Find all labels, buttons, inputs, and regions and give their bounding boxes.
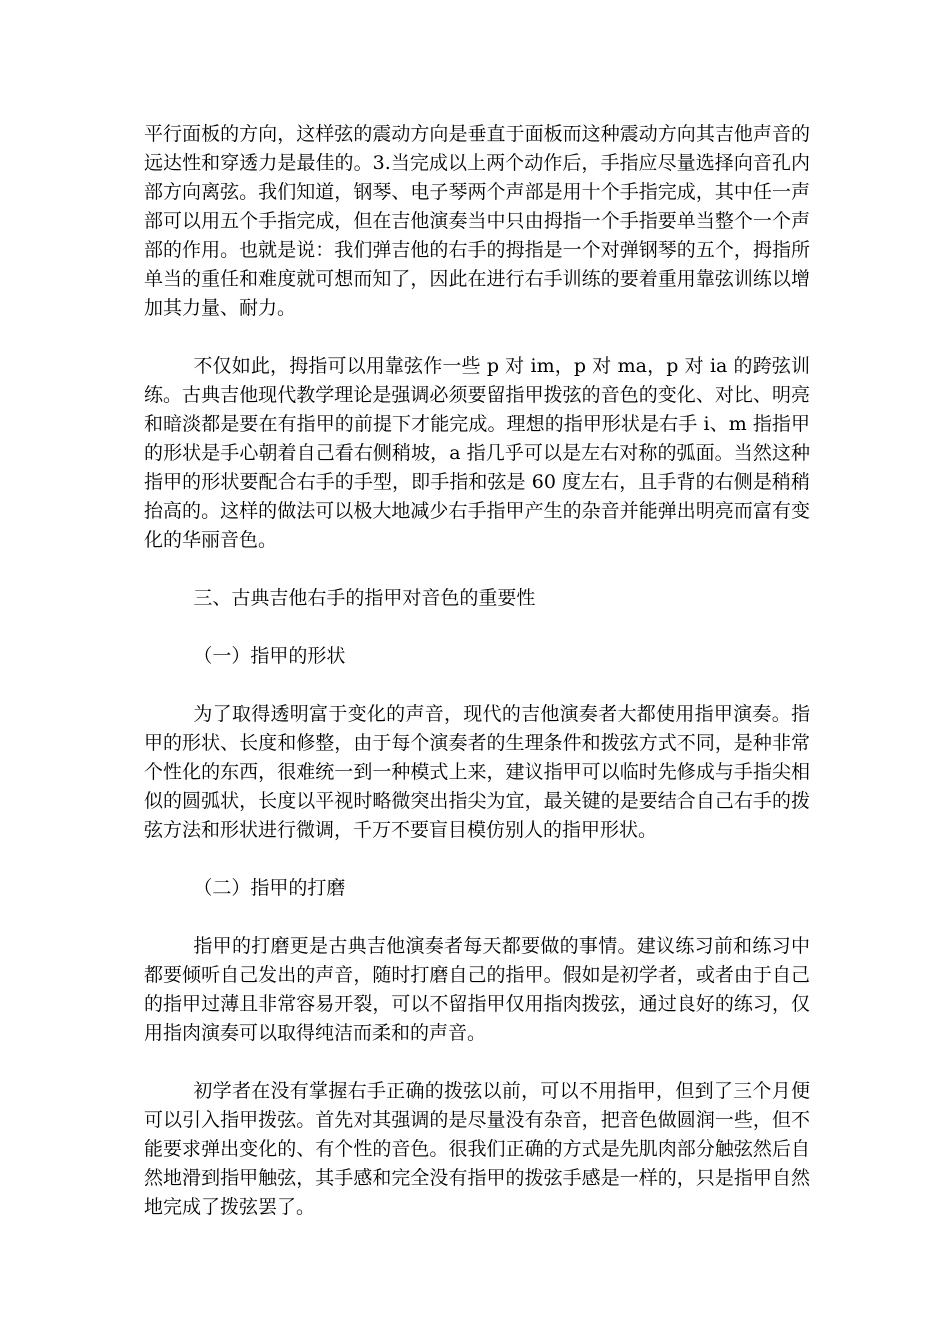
paragraph-beginner-advice: 初学者在没有掌握右手正确的拨弦以前，可以不用指甲，但到了三个月便可以引入指甲拨弦。首先对其强调的是尽量没有杂音，把音色做圆润一些，但不能要求弹出变化的、有个性的音色。很我们正确的方式是先肌肉部分触弦然后自然地滑到指甲触弦，其手感和完全没有指甲的拨弦手感是一样的，只是指甲自然地完成了拨弦罢了。 xyxy=(144,1080,810,1218)
paragraph-nail-polishing: 指甲的打磨更是古典吉他演奏者每天都要做的事情。建议练习前和练习中都要倾听自己发出的声音，随时打磨自己的指甲。假如是初学者，或者由于自己的指甲过薄且非常容易开裂，可以不留指甲仅用指肉拨弦，通过良好的练习，仅用指肉演奏可以取得纯洁而柔和的声音。 xyxy=(144,935,810,1044)
paragraph-continuation: 平行面板的方向，这样弦的震动方向是垂直于面板而这种震动方向其吉他声音的远达性和穿透力是最佳的。3.当完成以上两个动作后，手指应尽量选择向音孔内部方向离弦。我们知道，钢琴、电子琴两个声部是用十个手指完成，其中任一声部可以用五个手指完成，但在吉他演奏当中只由拇指一个手指要单当整个一个声部的作用。也就是说：我们弹吉他的右手的拇指是一个对弹钢琴的五个，拇指所单当的重任和难度就可想而知了，因此在进行右手训练的要着重用靠弦训练以增加其力量、耐力。 xyxy=(144,123,810,319)
subheading-nail-polishing: （二）指甲的打磨 xyxy=(193,877,346,899)
section-heading-three: 三、古典吉他右手的指甲对音色的重要性 xyxy=(193,587,536,609)
paragraph-nail-shape: 为了取得透明富于变化的声音，现代的吉他演奏者大都使用指甲演奏。指甲的形状、长度和修整，由于每个演奏者的生理条件和拨弦方式不同，是种非常个性化的东西，很难统一到一种模式上来，建议指甲可以临时先修成与手指尖相似的圆弧状，长度以平视时略微突出指尖为宜，最关键的是要结合自己右手的拨弦方法和形状进行微调，千万不要盲目模仿别人的指甲形状。 xyxy=(144,703,810,841)
document-body xyxy=(144,120,810,1251)
paragraph-thumb-training: 不仅如此，拇指可以用靠弦作一些 p 对 im，p 对 ma，p 对 ia 的跨弦训练。古典吉他现代教学理论是强调必须要留指甲拨弦的音色的变化、对比、明亮和暗淡都是要在有指甲的前提下才能完成。理想的指甲形状是右手 i、m 指指甲的形状是手心朝着自己看右侧稍坡，a 指几乎可以是左右对称的弧面。当然这种指甲的形状要配合右手的手型，即手指和弦是 60 度左右，且手背的右侧是稍稍抬高的。这样的做法可以极大地减少右手指甲产生的杂音并能弹出明亮而富有变化的华丽音色。 xyxy=(144,355,810,551)
subheading-nail-shape: （一）指甲的形状 xyxy=(193,645,346,667)
